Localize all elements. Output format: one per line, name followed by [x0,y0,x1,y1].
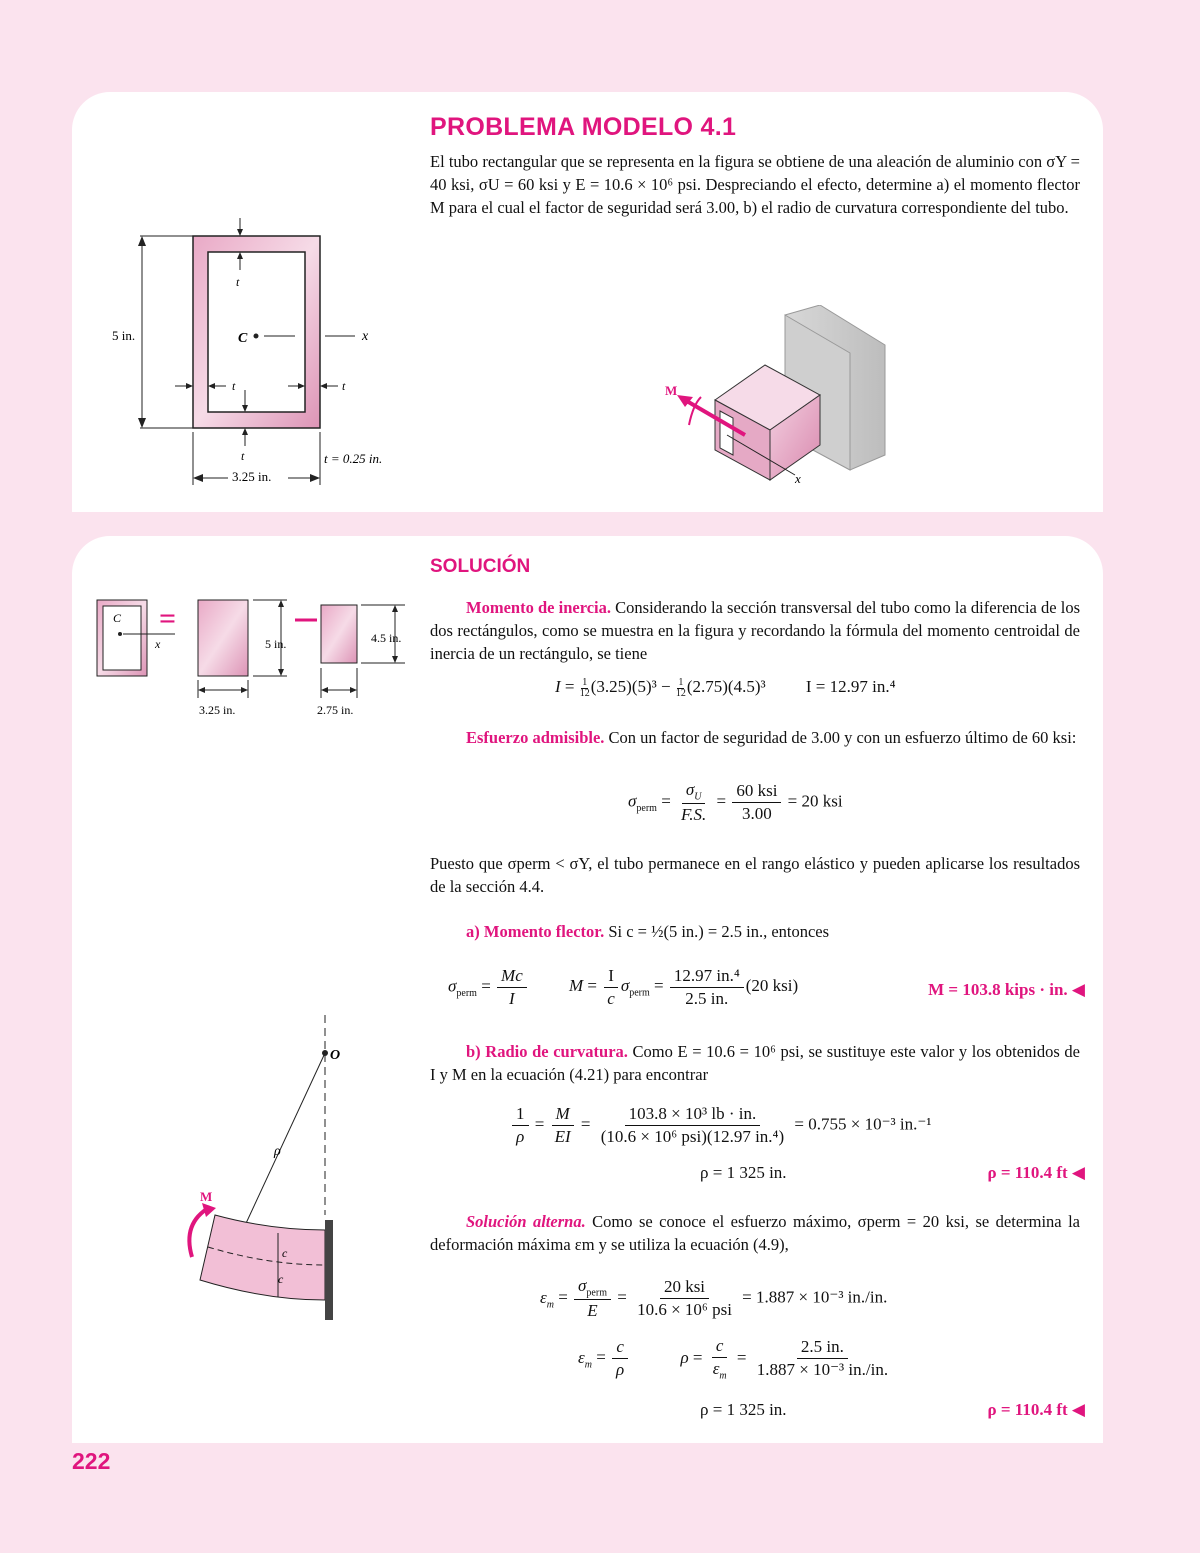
alternate-text: Como se conoce el esfuerzo máximo, σperm = 20 ksi, se determina la deformación máxima εm y se utiliza la ecuación (4.9), [430,1212,1080,1254]
c-label-bottom: c [278,1272,284,1286]
radius-label: ρ [274,1144,281,1159]
centroid-label: C [238,331,248,346]
inertia-result: I = 12.97 in.⁴ [805,677,896,696]
inertia-equation: I = $\frac{1}{12}$ (3.25)(5)³ − $\frac{1}{12}$ (2.75)(4.5)³ I = 12.97 in.⁴ [555,676,896,699]
cross-section-figure [100,210,420,500]
section-c-label: C [113,611,122,625]
elastic-range-text: Puesto que σperm < σY, el tubo permanece en el rango elástico y pueden aplicarse los resultados de la sección 4.4. [430,854,1080,896]
bent-beam-figure [170,1015,370,1325]
section-x-label: x [155,637,161,651]
rho-strain-equation: $\varepsilon_m$ = $\frac{c}{\rho}$ ρ = $\frac{c}{\varepsilon_m}$ = $\frac{2.5 in.}{\text{1.887 × 10⁻³ in./in.}}$ [578,1336,889,1382]
tube-3d-figure [655,305,905,495]
thickness-label: t = 0.25 in. [324,451,383,466]
alternate-paragraph [430,1210,1080,1256]
strain-result: = 1.887 × 10⁻³ in./in. [742,1287,888,1307]
problem-statement: El tubo rectangular que se representa en la figura se obtiene de una aleación de aluminio con σY = 40 ksi, σU = 60 ksi y E = 10.6 × 10⁶ psi. Despreciando el efecto, determine a) el momento flector M para el cual el factor de seguridad será 3.00, b) el radio de curvatura correspondiente del tubo. [430,152,1080,217]
moment-label-bend: M [200,1189,213,1204]
alternate-heading: Solución alterna. [466,1212,586,1231]
svg-text:=: = [159,602,177,635]
c-label-top: c [282,1246,288,1260]
t-label-bottom: t [241,449,245,463]
curvature-result: = 0.755 × 10⁻³ in.⁻¹ [794,1114,932,1134]
radius-answer: ρ = 110.4 ft ◀ [987,1163,1085,1182]
allowable-paragraph [430,726,1080,749]
outer-h-label: 5 in. [265,637,287,651]
axis-label: x [362,329,369,344]
rho-result-alt: ρ = 1 325 in. [700,1400,787,1419]
page-number: 222 [72,1448,111,1474]
axis-label-3d: x [795,471,801,486]
center-label: O [330,1048,341,1063]
allowable-result: = 20 ksi [787,791,843,811]
allowable-text: Con un factor de seguridad de 3.00 y con un esfuerzo último de 60 ksi: [608,728,1077,747]
strain-equation: $\varepsilon_m$ = $\frac{\sigma_{perm}}{E}$ = $\frac{\text{20 ksi}}{\text{10.6 × 10⁶ psi}}$ = 1.887 × 10⁻³ in./in. [540,1276,888,1321]
inner-w-label: 2.75 in. [317,703,354,717]
alternate-answer: ρ = 110.4 ft ◀ [987,1400,1085,1419]
allowable-equation: $\sigma_{perm}$ = $\frac{\sigma_U}{F.S.}$ = $\frac{\text{60 ksi}}{3.00}$ = 20 ksi [628,780,843,825]
rho-result: ρ = 1 325 in. [700,1163,787,1182]
radius-paragraph [430,1040,1080,1086]
inertia-text: Considerando la sección transversal del tubo como la diferencia de los dos rectángulos, como se muestra en la figura y recordando la fórmula del momento centroidal de inercia de un rectángulo, se tiene [430,598,1080,663]
solution-title: SOLUCIÓN [430,556,531,577]
t-label-right: t [342,379,346,393]
t-label-top: t [236,275,240,289]
outer-w-label: 3.25 in. [199,703,236,717]
width-label: 3.25 in. [232,469,272,484]
moment-answer: M = 103.8 kips · in. ◀ [928,980,1085,999]
moment-paragraph [430,920,1080,943]
radius-equation: $\frac{1}{\rho}$ = $\frac{M}{EI}$ = $\frac{\text{103.8 × 10³ lb · in.}}{\text{(10.6 × 10⁶ psi)(12.97 in.⁴)}}$ = 0.755 × 10⁻³ in.⁻¹ [510,1104,931,1147]
t-label-left: t [232,379,236,393]
radius-text: Como E = 10.6 = 10⁶ psi, se sustituye este valor y los obtenidos de I y M en la ecuación (4.21) para encontrar [430,1042,1081,1084]
moment-text: Si c = ½(5 in.) = 2.5 in., entonces [608,922,830,941]
inner-h-label: 4.5 in. [371,631,402,645]
inertia-paragraph [430,596,1080,665]
section-difference-figure [95,590,425,720]
moment-equation: $\sigma_{perm}$ = $\frac{Mc}{I}$ M = $\frac{I}{c}$ $\sigma_{perm}$ = $\frac{\text{12.97 in.⁴}}{2.5 in.}$ (20 ksi) [448,966,799,1008]
problem-title: PROBLEMA MODELO 4.1 [430,113,737,141]
moment-heading: a) Momento flector. [466,922,605,941]
inertia-heading: Momento de inercia. [466,598,612,617]
allowable-heading: Esfuerzo admisible. [466,728,605,747]
radius-heading: b) Radio de curvatura. [466,1042,628,1061]
height-label: 5 in. [112,328,136,343]
moment-label-3d: M [665,383,678,398]
